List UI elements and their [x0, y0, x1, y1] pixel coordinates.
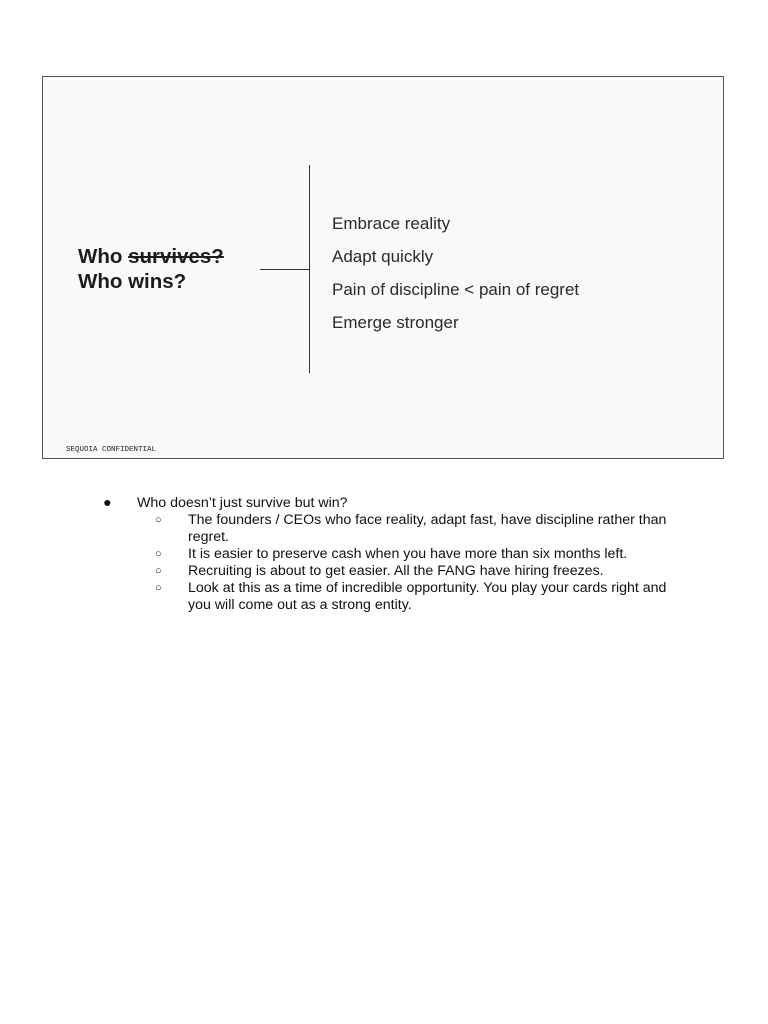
notes-sub-text: Recruiting is about to get easier. All the FANG have hiring freezes.	[188, 563, 604, 579]
notes-sub-item	[0, 580, 768, 614]
key-point: Adapt quickly	[332, 247, 434, 266]
slide-title	[78, 244, 224, 294]
title-struck-word: survives?	[128, 245, 224, 268]
notes-sub-list	[0, 512, 768, 614]
connector-vertical-line	[309, 165, 310, 373]
key-point: Emerge stronger	[332, 313, 459, 332]
hollow-bullet-icon: ○	[155, 565, 162, 577]
key-point: Embrace reality	[332, 214, 451, 233]
confidential-label: SEQUOIA CONFIDENTIAL	[66, 446, 157, 454]
notes-sub-text: It is easier to preserve cash when you have more than six months left.	[188, 546, 628, 562]
title-line-2: Who wins?	[78, 270, 187, 293]
notes-main-item	[0, 495, 768, 512]
notes-sub-item	[0, 546, 768, 563]
hollow-bullet-icon: ○	[155, 548, 162, 560]
hollow-bullet-icon: ○	[155, 514, 162, 526]
bullet-icon: ●	[103, 495, 112, 511]
slide	[42, 76, 724, 459]
notes-main-text: Who doesn’t just survive but win?	[137, 495, 348, 511]
speaker-notes	[0, 495, 768, 614]
notes-sub-item	[0, 512, 768, 546]
hollow-bullet-icon: ○	[155, 582, 162, 594]
notes-sub-text: The founders / CEOs who face reality, adapt fast, have discipline rather than regret.	[188, 512, 667, 545]
title-prefix: Who	[78, 245, 129, 268]
key-points-list	[332, 207, 579, 339]
notes-sub-item	[0, 563, 768, 580]
notes-sub-text: Look at this as a time of incredible opportunity. You play your cards right and you will come out as a strong entity.	[188, 580, 667, 613]
connector-horizontal-line	[260, 269, 310, 270]
key-point: Pain of discipline < pain of regret	[332, 280, 580, 299]
